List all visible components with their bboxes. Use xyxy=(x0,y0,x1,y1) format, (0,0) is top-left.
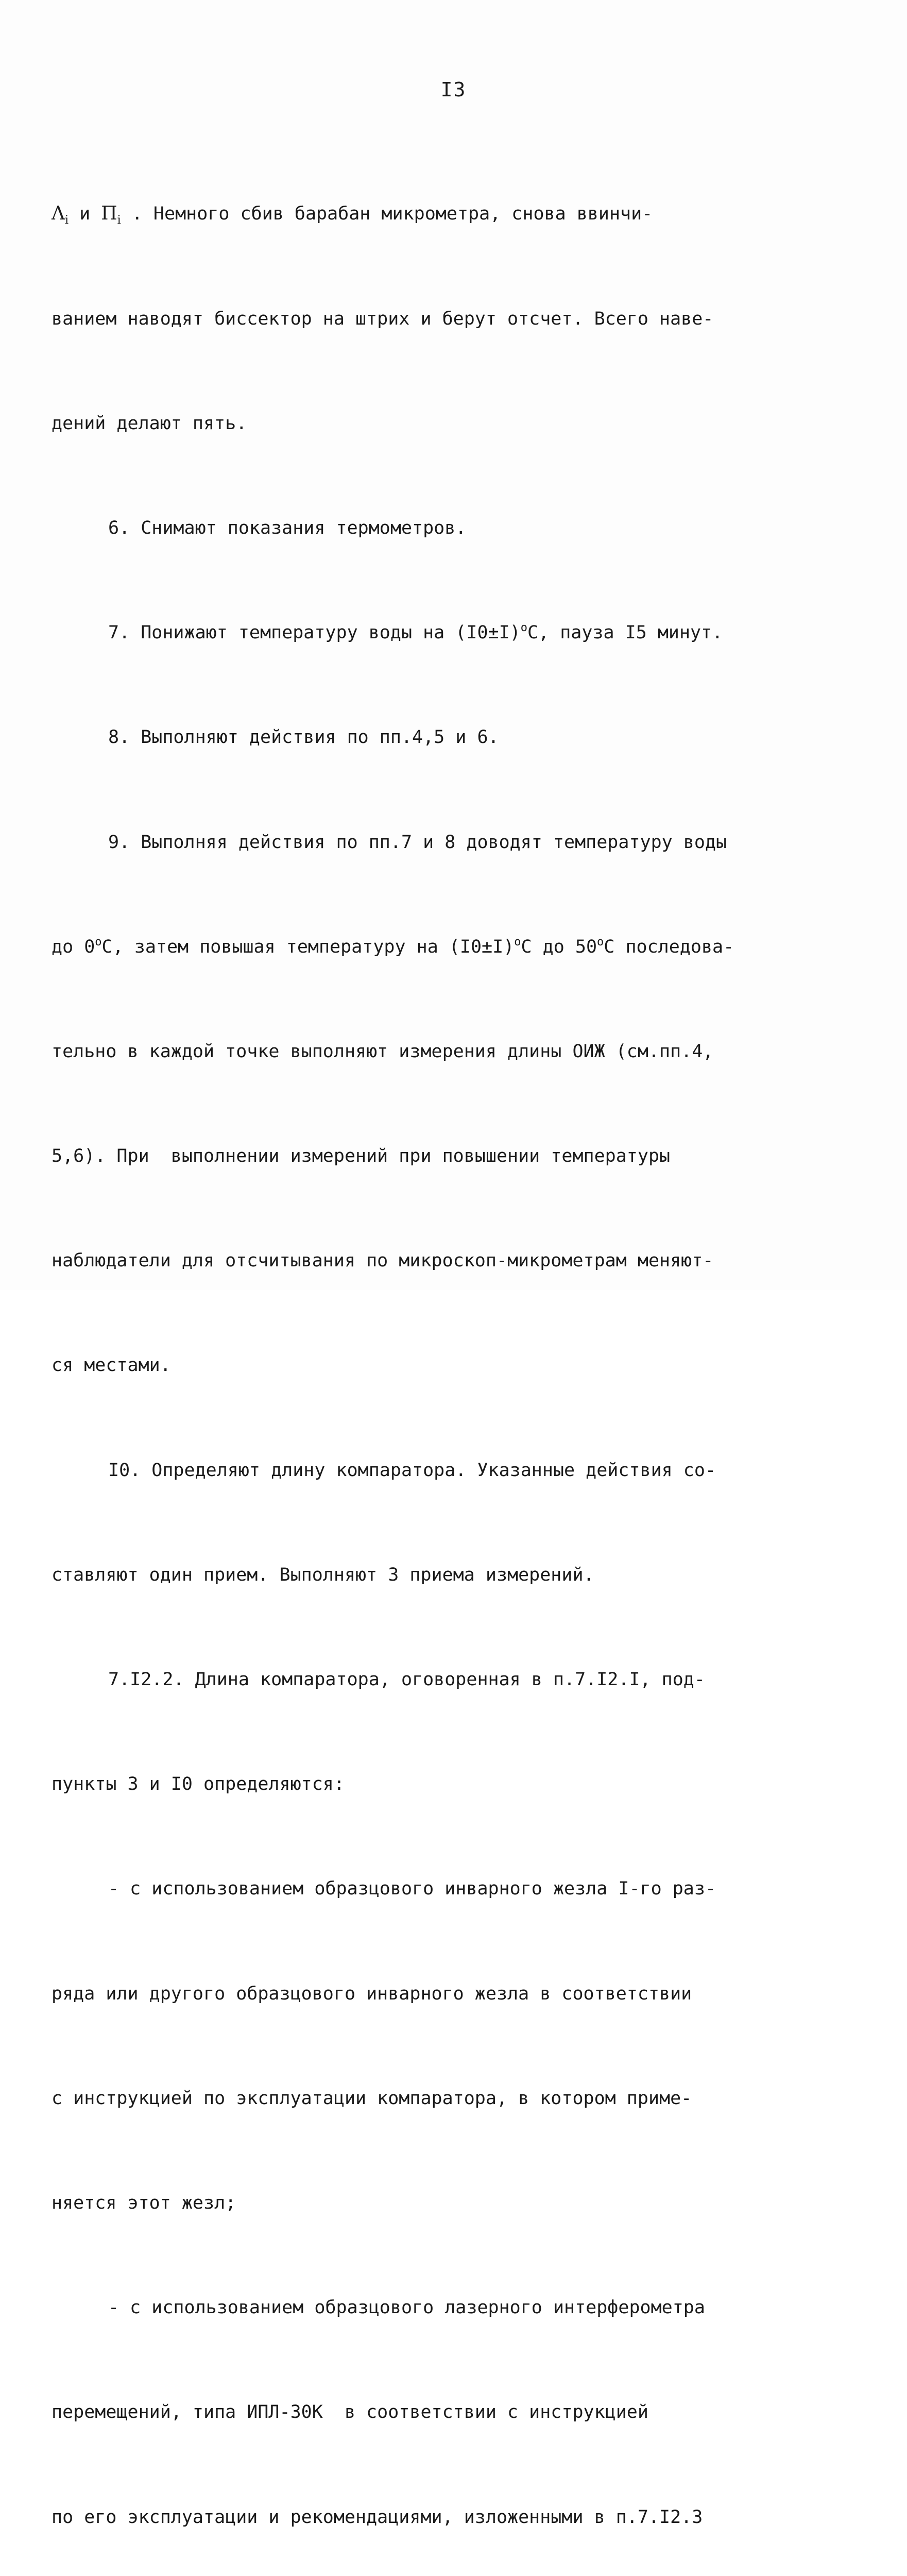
lambda-symbol xyxy=(52,203,69,227)
line-text: 9. Выполняя действия по пп.7 и 8 доводят температуру воды xyxy=(108,832,727,853)
degree-superscript: o xyxy=(514,935,521,948)
line-text: няется этот жезл; xyxy=(52,2192,236,2213)
line-text: . Немного сбив барабан микрометра, снова ввинчи- xyxy=(121,204,653,225)
text-line xyxy=(52,1143,783,1170)
line-text: ставляют один прием. Выполняют 3 приема измерений. xyxy=(52,1564,594,1585)
line-text: - с использованием образцового лазерного интерферометра xyxy=(108,2297,705,2318)
line-text: 7.I2.2. Длина компаратора, оговоренная в п.7.I2.I, под- xyxy=(108,1669,705,1690)
line-text: С последова- xyxy=(604,936,734,957)
text-line xyxy=(52,2086,783,2112)
line-text: с инструкцией по эксплуатации компаратора, в котором приме- xyxy=(52,2088,692,2109)
text-line xyxy=(52,2504,783,2531)
line-text: перемещений, типа ИПЛ-30К в соответствии с инструкцией xyxy=(52,2402,648,2423)
text-line xyxy=(52,1981,783,2007)
text-line xyxy=(52,934,783,960)
document-body xyxy=(52,123,783,2576)
lambda-subscript: i xyxy=(65,214,69,227)
line-text: тельно в каждой точке выполняют измерения длины ОИЖ (см.пп.4, xyxy=(52,1041,714,1062)
text-line xyxy=(52,515,783,541)
line-text: и xyxy=(69,204,101,225)
line-text: дений делают пять. xyxy=(52,413,247,434)
line-text: 8. Выполняют действия по пп.4,5 и 6. xyxy=(108,727,499,748)
text-line xyxy=(52,306,783,332)
pi-subscript: i xyxy=(117,214,121,227)
line-text: 5,6). При выполнении измерений при повышении температуры xyxy=(52,1146,671,1167)
text-line xyxy=(52,1876,783,1902)
text-line xyxy=(52,411,783,437)
line-text: ся местами. xyxy=(52,1355,171,1376)
text-line xyxy=(52,2295,783,2321)
text-line xyxy=(52,1458,783,1484)
pi-symbol xyxy=(101,203,121,227)
line-text: до 0 xyxy=(52,936,95,957)
text-line xyxy=(52,1039,783,1065)
degree-superscript: o xyxy=(520,621,527,635)
page-number: I3 xyxy=(440,78,467,101)
text-line xyxy=(52,620,783,646)
line-text: 7. Понижают температуру воды на (I0±I) xyxy=(108,622,521,643)
lambda-letter: Λ xyxy=(52,203,65,225)
text-line xyxy=(52,1667,783,1693)
line-text: С, затем повышая температуру на (I0±I) xyxy=(101,936,515,957)
line-text: ванием наводят биссектор на штрих и берут отсчет. Всего наве- xyxy=(52,308,714,329)
line-text: по его эксплуатации и рекомендациями, изложенными в п.7.I2.3 xyxy=(52,2506,703,2528)
line-text: I0. Определяют длину компаратора. Указанные действия со- xyxy=(108,1460,716,1481)
pi-letter: Π xyxy=(101,203,117,225)
text-line xyxy=(52,1562,783,1588)
line-text: наблюдатели для отсчитывания по микроскоп-микрометрам меняют- xyxy=(52,1250,714,1272)
text-line xyxy=(52,2399,783,2426)
line-text: С, пауза I5 минут. xyxy=(527,622,723,643)
degree-superscript: o xyxy=(95,935,102,948)
line-text: - с использованием образцового инварного жезла I-го раз- xyxy=(108,1878,716,1900)
line-text: 6. Снимают показания термометров. xyxy=(108,517,467,538)
text-line xyxy=(52,1771,783,1798)
line-text: ряда или другого образцового инварного жезла в соответствии xyxy=(52,1983,692,2004)
text-line xyxy=(52,1248,783,1274)
line-text: С до 50 xyxy=(521,936,597,957)
degree-superscript: o xyxy=(597,935,604,948)
text-line xyxy=(52,829,783,856)
text-line xyxy=(52,201,783,227)
text-line xyxy=(52,2190,783,2216)
line-text: пункты 3 и I0 определяются: xyxy=(52,1774,345,1795)
text-line xyxy=(52,724,783,751)
text-line xyxy=(52,1352,783,1379)
